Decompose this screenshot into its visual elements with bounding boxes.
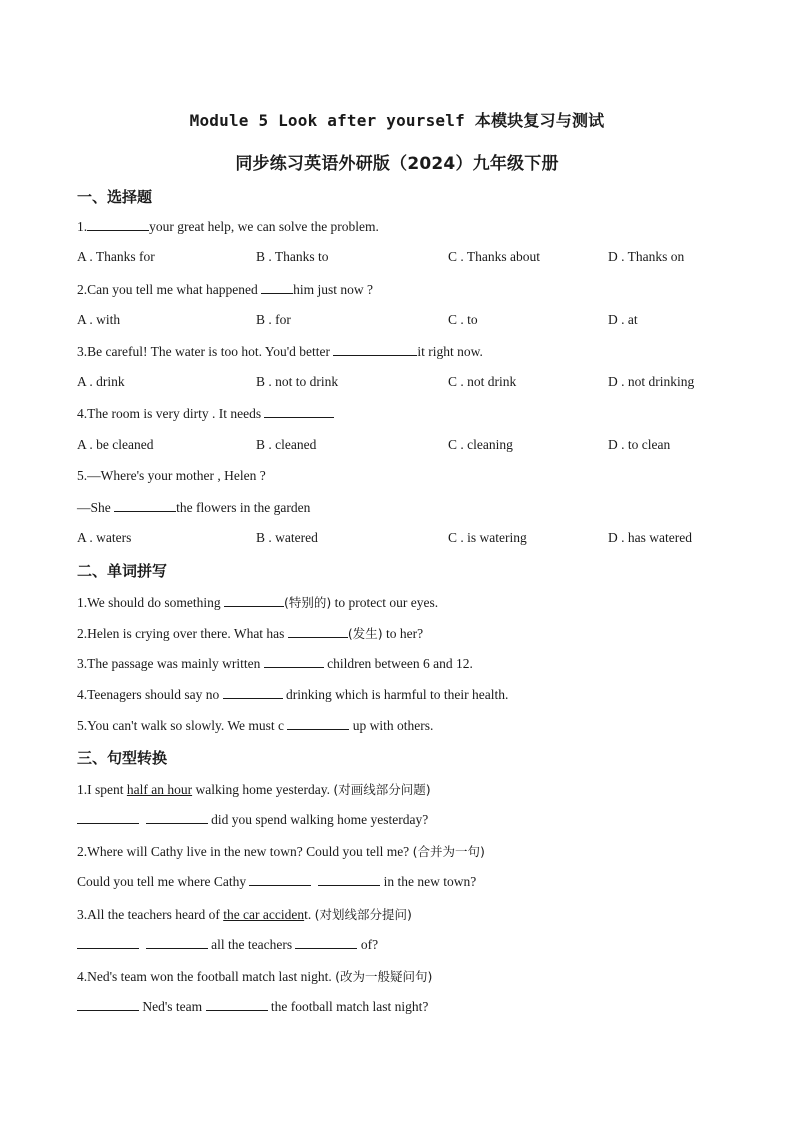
underlined-phrase: half an hour	[126, 782, 193, 797]
mc-q4-option-d: D . to clean	[608, 437, 671, 452]
answer-blank	[288, 625, 348, 638]
transform-question-1	[77, 780, 431, 798]
transform-answer-1	[77, 811, 428, 828]
mc-question-1	[77, 218, 379, 235]
chinese-hint: (改为一般疑问句)	[335, 969, 433, 984]
answer-blank	[295, 936, 357, 949]
answer-blank	[261, 281, 293, 294]
mc-q5-option-c: C . is watering	[448, 530, 527, 545]
mc-q3-option-a: A . drink	[77, 374, 125, 389]
answer-blank	[318, 873, 380, 886]
question-text: 5.You can't walk so slowly. We must c	[77, 718, 288, 733]
chinese-hint: (特别的)	[284, 595, 332, 610]
mc-q1-option-c: C . Thanks about	[448, 249, 540, 264]
mc-q1-option-b: B . Thanks to	[256, 249, 329, 264]
answer-blank	[333, 343, 417, 356]
question-number: 1.	[77, 219, 88, 234]
section-heading-multiple-choice: 一、选择题	[77, 188, 153, 206]
question-text: 3.The passage was mainly written	[77, 656, 264, 671]
question-text: 2.Where will Cathy live in the new town? Could you tell me?	[77, 844, 413, 859]
mc-q2-option-a: A . with	[77, 312, 121, 327]
answer-blank	[77, 936, 139, 949]
answer-text: the football match last night?	[267, 999, 429, 1014]
question-text: t.	[304, 907, 315, 922]
answer-blank	[264, 655, 324, 668]
transform-question-2	[77, 842, 485, 860]
mc-q1-option-a: A . Thanks for	[77, 249, 155, 264]
mc-q1-option-d: D . Thanks on	[608, 249, 685, 264]
answer-blank	[146, 811, 208, 824]
mc-question-5: 5.—Where's your mother , Helen ?	[77, 468, 266, 483]
spelling-question-5	[77, 717, 433, 734]
question-text: —She	[77, 500, 115, 515]
transform-question-3	[77, 905, 412, 923]
question-text: 2.Helen is crying over there. What has	[77, 626, 288, 641]
answer-blank	[77, 998, 139, 1011]
question-text: it right now.	[417, 344, 483, 359]
question-text: 4.Teenagers should say no	[77, 687, 223, 702]
mc-q4-option-b: B . cleaned	[256, 437, 317, 452]
question-text: up with others.	[349, 718, 434, 733]
answer-text: in the new town?	[380, 874, 477, 889]
answer-blank	[287, 717, 349, 730]
mc-q2-option-c: C . to	[448, 312, 478, 327]
mc-q3-option-c: C . not drink	[448, 374, 517, 389]
answer-blank	[77, 811, 139, 824]
mc-question-4	[77, 405, 334, 422]
spelling-question-1	[77, 593, 438, 611]
chinese-hint: (发生)	[347, 626, 383, 641]
question-text: 3.Be careful! The water is too hot. You'd better	[77, 344, 334, 359]
answer-text: of?	[357, 937, 379, 952]
transform-question-4	[77, 967, 432, 985]
mc-q3-option-b: B . not to drink	[256, 374, 339, 389]
question-text: him just now ?	[293, 282, 373, 297]
transform-answer-4	[77, 998, 428, 1015]
question-text: 1.I spent	[77, 782, 127, 797]
mc-q3-option-d: D . not drinking	[608, 374, 695, 389]
question-text: to her?	[382, 626, 424, 641]
question-text: your great help, we can solve the problem.	[149, 219, 379, 234]
spelling-question-3	[77, 655, 473, 672]
answer-text: Could you tell me where Cathy	[77, 874, 250, 889]
answer-blank	[114, 499, 176, 512]
answer-blank	[146, 936, 208, 949]
section-heading-sentence-transformation: 三、句型转换	[77, 749, 168, 767]
question-text: 1.We should do something	[77, 595, 225, 610]
underlined-phrase: the car acciden	[223, 907, 305, 922]
answer-blank	[264, 405, 334, 418]
mc-q5-option-b: B . watered	[256, 530, 318, 545]
mc-q4-option-c: C . cleaning	[448, 437, 513, 452]
section-heading-spelling: 二、单词拼写	[77, 562, 168, 580]
transform-answer-2	[77, 873, 476, 890]
mc-q4-option-a: A . be cleaned	[77, 437, 154, 452]
chinese-hint: (对画线部分问题)	[333, 782, 431, 797]
mc-q2-option-d: D . at	[608, 312, 638, 327]
document-subtitle: 同步练习英语外研版（2024）九年级下册	[235, 154, 559, 174]
question-text: drinking which is harmful to their health.	[282, 687, 509, 702]
question-text: children between 6 and 12.	[323, 656, 473, 671]
question-text: the flowers in the garden	[176, 500, 311, 515]
answer-text: did you spend walking home yesterday?	[207, 812, 429, 827]
spelling-question-4	[77, 686, 508, 703]
mc-question-5-line-2	[77, 499, 310, 516]
question-text: walking home yesterday.	[192, 782, 334, 797]
answer-blank	[223, 686, 283, 699]
spelling-question-2	[77, 624, 423, 642]
mc-q5-option-d: D . has watered	[608, 530, 692, 545]
answer-blank	[87, 218, 149, 231]
question-text: 3.All the teachers heard of	[77, 907, 224, 922]
transform-answer-3	[77, 936, 378, 953]
answer-blank	[224, 594, 284, 607]
mc-question-3	[77, 343, 483, 360]
answer-text: Ned's team	[139, 999, 206, 1014]
question-text: 4.The room is very dirty . It needs	[77, 406, 265, 421]
answer-blank	[206, 998, 268, 1011]
question-text: to protect our eyes.	[331, 595, 439, 610]
answer-blank	[249, 873, 311, 886]
document-title: Module 5 Look after yourself 本模块复习与测试	[189, 111, 605, 130]
mc-question-2	[77, 281, 373, 298]
question-text: 4.Ned's team won the football match last night.	[77, 969, 336, 984]
question-text: 2.Can you tell me what happened	[77, 282, 262, 297]
chinese-hint: (对划线部分提问)	[314, 907, 412, 922]
mc-q5-option-a: A . waters	[77, 530, 132, 545]
mc-q2-option-b: B . for	[256, 312, 291, 327]
chinese-hint: (合并为一句)	[412, 844, 485, 859]
answer-text: all the teachers	[207, 937, 296, 952]
